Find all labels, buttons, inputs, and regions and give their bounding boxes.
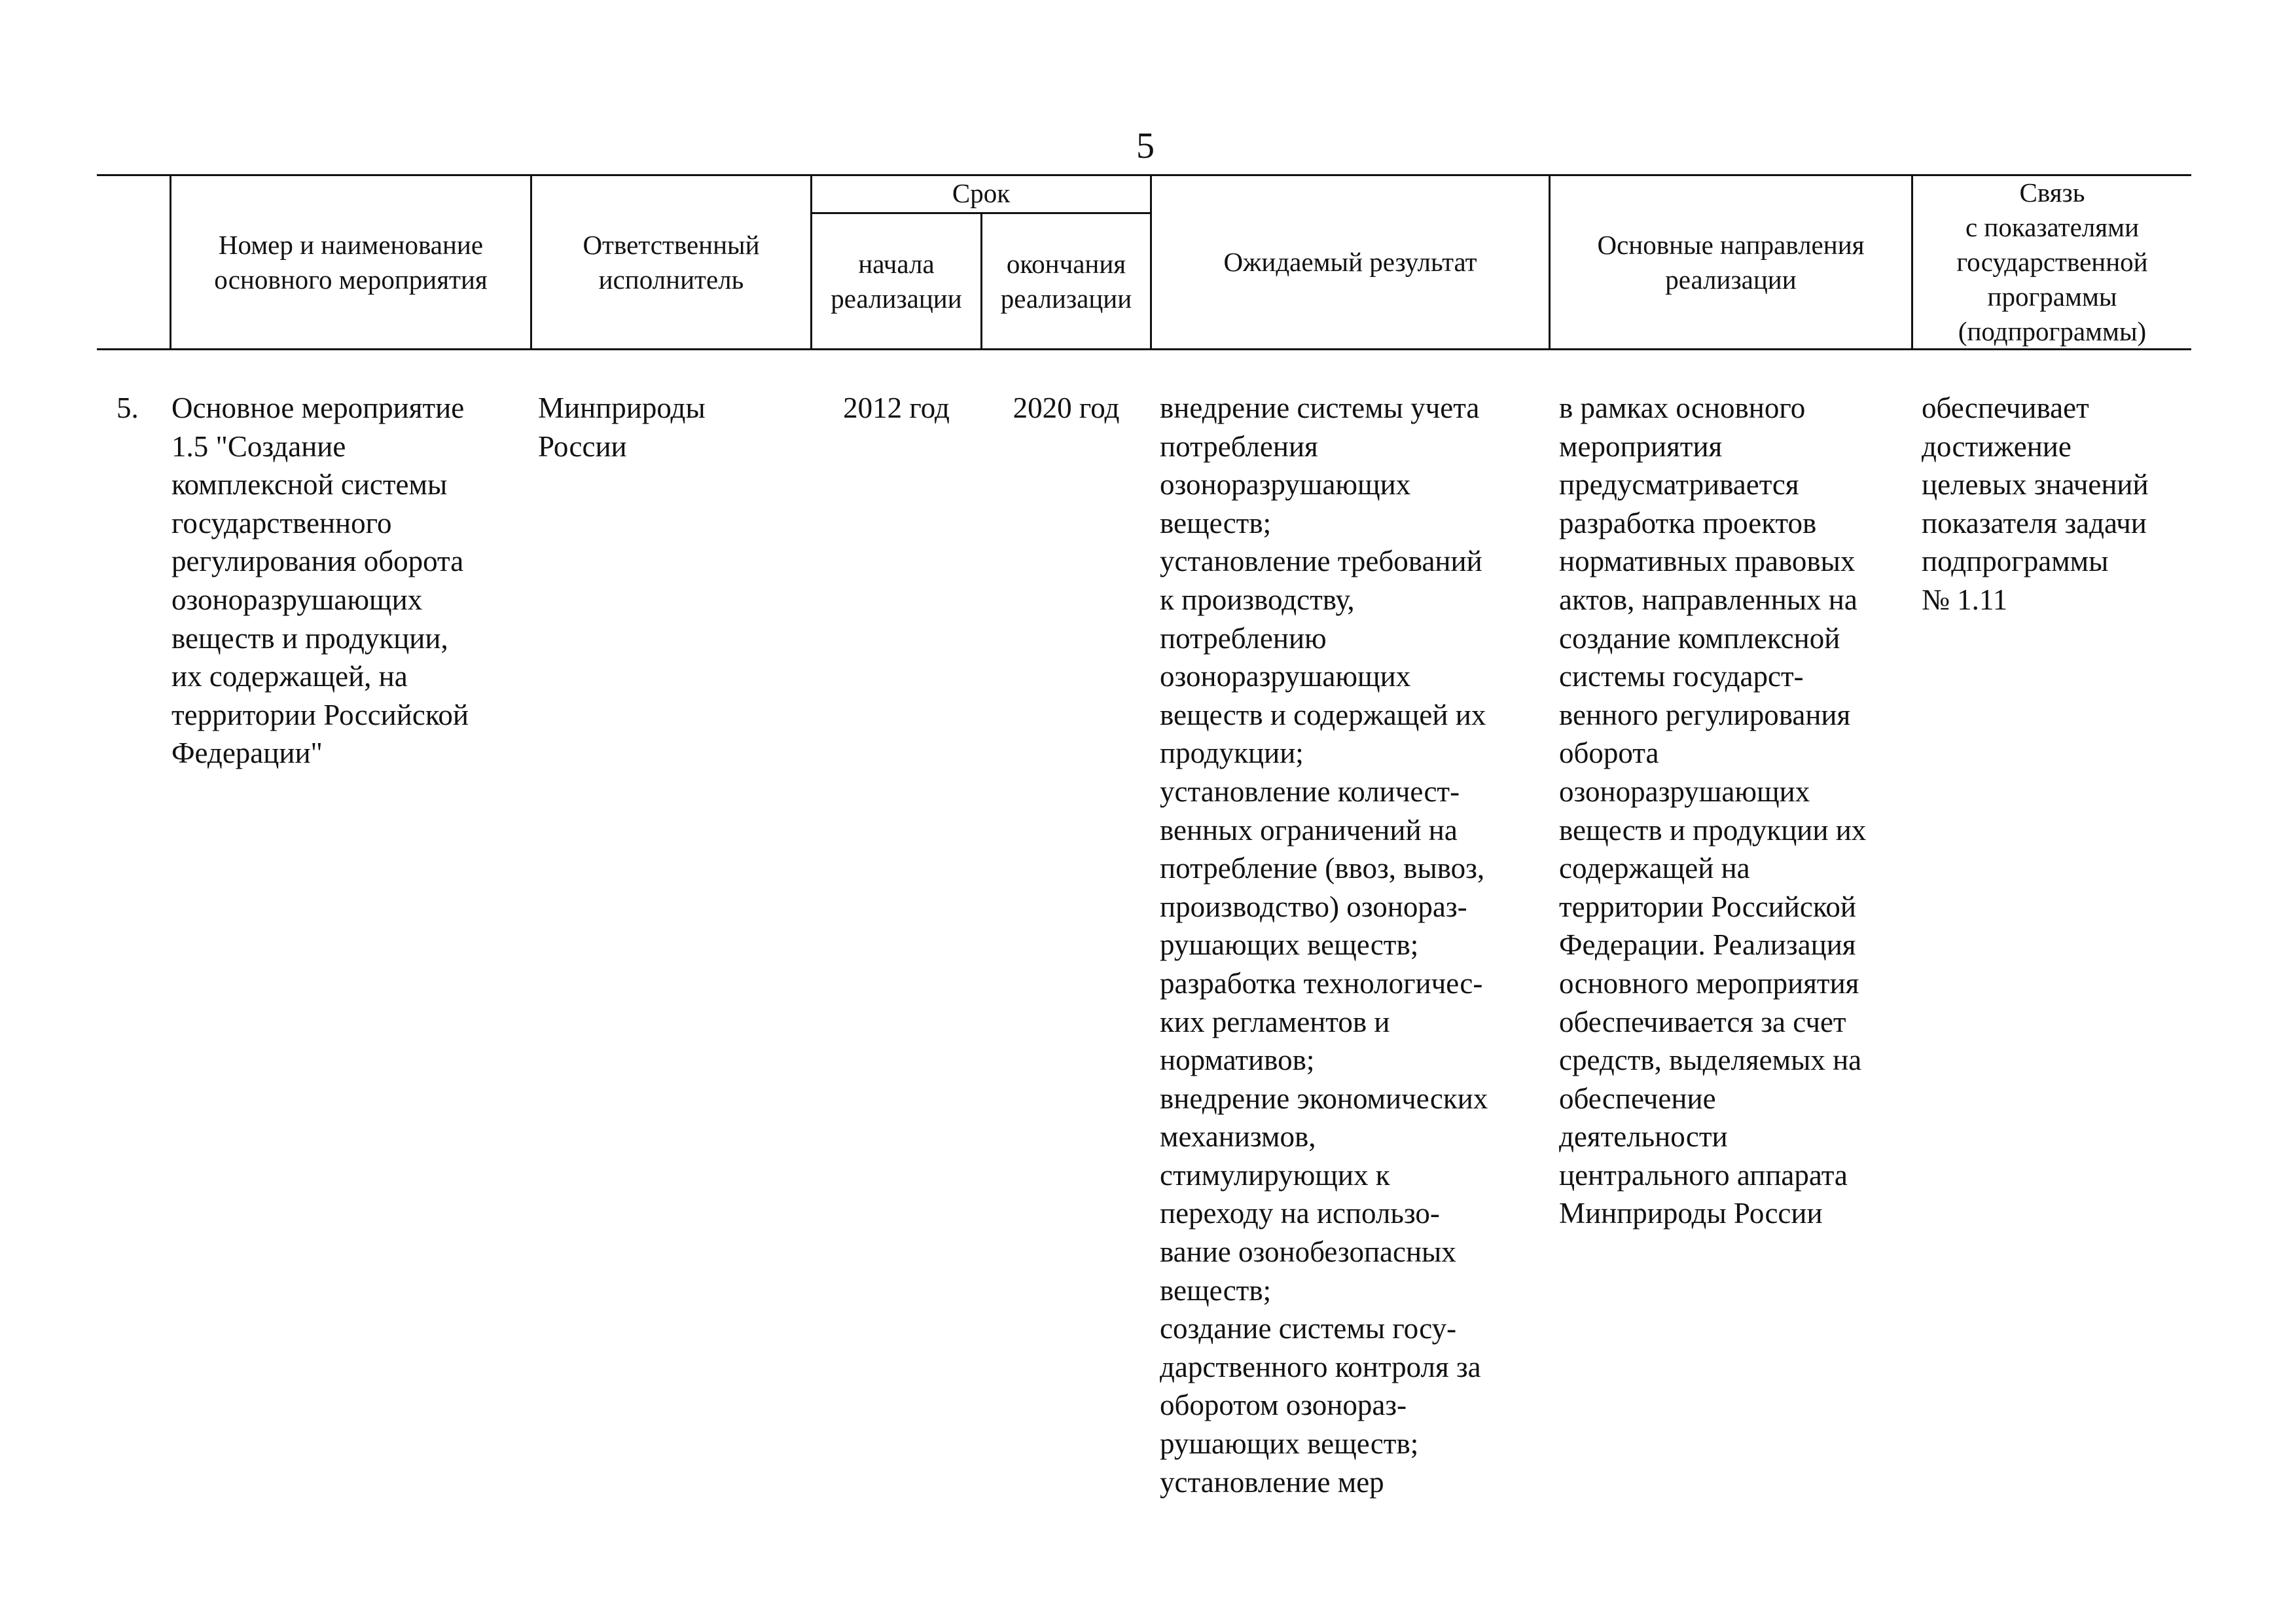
row-result: внедрение системы учета потребления озоноразрушающих веществ; установление требований к производству, потреблению озоноразрушающих веществ и содержащей их продукции; установление количест- венных ограничений на потребление (ввоз, вывоз, производство) озонораз- рушающих веществ; разработка технологичес- ких регламентов и нормативов; внедрение экономических механизмов, стимулирующих к переходу на использо- вание озонобезопасных веществ; создание системы госу- дарственного контроля за оборотом озонораз- рушающих веществ; установление мер: [1160, 392, 1488, 1499]
header-directions: Основные направления реализации: [1597, 229, 1865, 295]
header-link: Связь с показателями государственной программы (подпрограммы): [1956, 177, 2148, 346]
row-start: 2012 год: [843, 392, 950, 424]
row-link: обеспечивает достижение целевых значений показателя задачи подпрограммы № 1.11: [1922, 392, 2149, 616]
row-executor: Минприроды России: [538, 392, 706, 463]
header-name: Номер и наименование основного мероприятия: [214, 229, 488, 295]
row-name: Основное мероприятие 1.5 "Создание комплексной системы государственного регулирования оборота озоноразрушающих веществ и продукции, их содержащей, на территории Российской Федерации": [171, 392, 469, 770]
header-term: Срок: [952, 177, 1011, 208]
header-executor: Ответственный исполнитель: [583, 229, 760, 295]
header-result: Ожидаемый результат: [1223, 247, 1477, 277]
header-start: начала реализации: [831, 248, 962, 314]
row-number: 5.: [117, 392, 139, 424]
table-header-bottom-rule: [97, 348, 2191, 350]
row-directions: в рамках основного мероприятия предусматривается разработка проектов нормативных правовых актов, направленных на создание комплексной системы государст- венного регулирования оборота озоноразрушающих веществ и продукции их содержащей на территории Российской Федерации. Реализация основного мероприятия обеспечивается за счет средств, выделяемых на обеспечение деятельности центрального аппарата Минприроды России: [1559, 392, 1867, 1230]
row-end: 2020 год: [1013, 392, 1120, 424]
page-number: 5: [1136, 126, 1155, 166]
header-end: окончания реализации: [1000, 248, 1132, 314]
